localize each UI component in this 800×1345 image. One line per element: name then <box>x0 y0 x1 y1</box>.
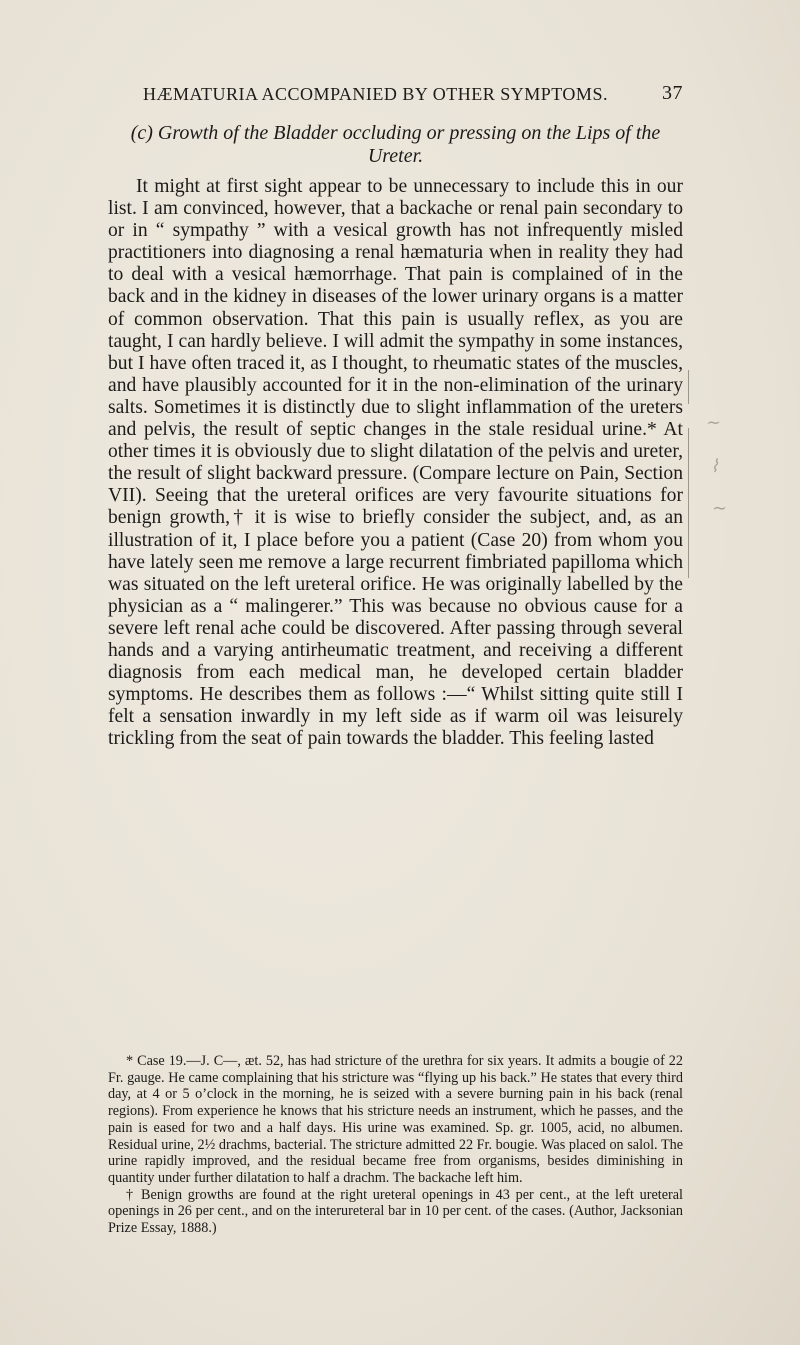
footnotes <box>108 1053 683 1237</box>
running-head <box>108 84 683 110</box>
margin-scribble-mark: ⌇ <box>710 456 719 477</box>
margin-scribble-mark: ∼ <box>712 498 728 519</box>
body-paragraph: It might at first sight appear to be unnecessary to include this in our list. I am convinced, however, that a backache or renal pain secondary to or in “ sympathy ” with a vesical growth has not infrequently misled practitioners into diagnosing a renal hæmaturia when in reality they had to deal with a vesical hæmorrhage. That pain is complained of in the back and in the kidney in diseases of the lower urinary organs is a matter of common observation. That this pain is usually reflex, as you are taught, I can hardly believe. I will admit the sympathy in some instances, but I have often traced it, as I thought, to rheumatic states of the muscles, and have plausibly accounted for it in the non-elimination of the urinary salts. Sometimes it is distinctly due to slight inflammation of the ureters and pelvis, the result of septic changes in the stale residual urine.* At other times it is obviously due to slight dilatation of the pelvis and ureter, the result of slight backward pressure. (Compare lecture on Pain, Section VII). Seeing that the ureteral orifices are very favourite situations for benign growth,† it is wise to briefly consider the subject, and, as an illustration of it, I place before you a patient (Case 20) from whom you have lately seen me remove a large recurrent fimbriated papilloma which was situated on the left ureteral orifice. He was originally labelled by the physician as a “ malingerer.” This was because no obvious cause for a severe left renal ache could be discovered. After passing through several hands and a varying antirheumatic treatment, and receiving a different diagnosis from each medical man, he developed certain bladder symptoms. He describes them as follows :—“ Whilst sitting quite still I felt a sensation inwardly in my left side as if warm oil was leisurely trickling from the seat of pain towards the bladder. This feeling lasted <box>108 176 683 750</box>
margin-scribble-mark: ~ <box>706 412 722 433</box>
page-number: 37 <box>662 82 683 104</box>
margin-bracket-lower <box>688 428 695 578</box>
footnote-case-19: * Case 19.—J. C—, æt. 52, has had stricture of the urethra for six years. It admits a bougie of 22 Fr. gauge. He came complaining that his stricture was “flying up his back.” He states that every third day, at 4 or 5 o’clock in the morning, he is seized with a severe burning pain in his back (renal regions). From experience he knows that his stricture needs an instrument, which he passes, and the pain is eased for two and a half days. His urine was examined. Sp. gr. 1005, acid, no albumen. Residual urine, 2½ drachms, bacterial. The stricture admitted 22 Fr. bougie. Was placed on salol. The urine rapidly improved, and the residual became free from organisms, besides diminishing in quantity under further dilatation to half a drachm. The backache left him. <box>108 1053 683 1186</box>
handwritten-margin-notes <box>688 370 800 600</box>
margin-bracket-upper <box>688 370 695 404</box>
section-heading: (c) Growth of the Bladder occluding or pressing on the Lips of the Ureter. <box>130 122 661 167</box>
footnote-benign-growths: † Benign growths are found at the right ureteral openings in 43 per cent., at the left ureteral openings in 26 per cent., and on the interureteral bar in 10 per cent. of the cases. (Author, Jacksonian Prize Essay, 1888.) <box>108 1186 683 1237</box>
main-text <box>108 122 683 750</box>
running-head-title: HÆMATURIA ACCOMPANIED BY OTHER SYMPTOMS. <box>143 84 608 104</box>
